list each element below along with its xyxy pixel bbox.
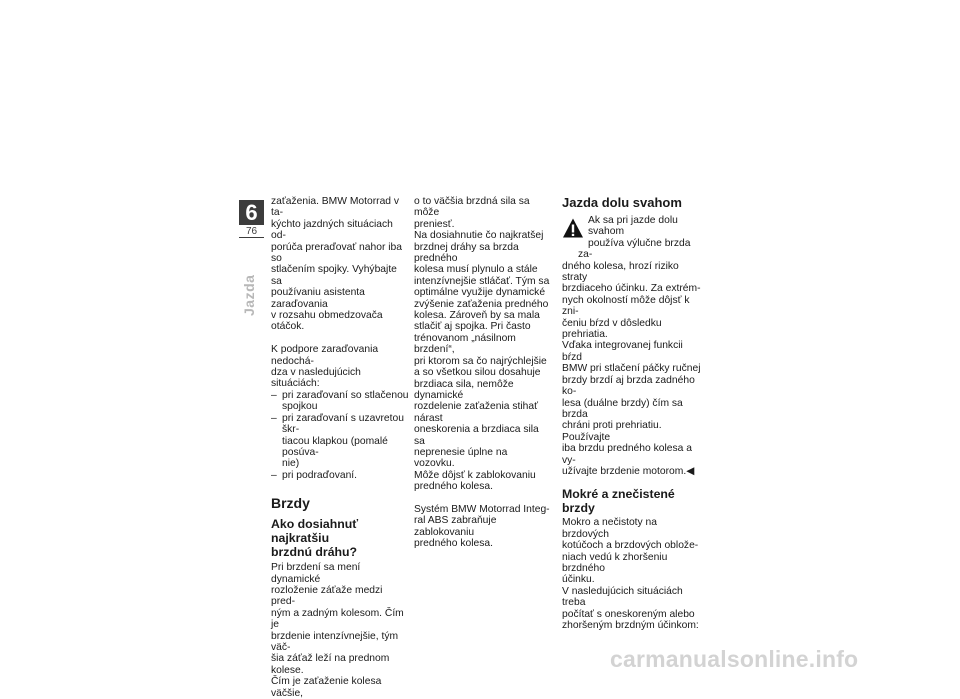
text-line: Môže dôjsť k zablokovaniu xyxy=(414,469,536,481)
text-line: brzdy brzdí aj brzda zadného ko- xyxy=(562,374,695,398)
text-line: v rozsahu obmedzovača otáčok. xyxy=(271,310,383,333)
text-line: oneskorenia a brzdiaca sila sa xyxy=(414,424,539,447)
text-line: brzdiaca sila, nemôže dynamické xyxy=(414,378,514,401)
text-line: Pri brzdení sa mení dynamické xyxy=(271,562,361,585)
text-line: pri zaraďovaní so stlačenou xyxy=(282,389,409,401)
text-line: zvýšenie zaťaženia predného xyxy=(414,298,549,310)
text-line: stlačiť aj spojka. Pri často xyxy=(414,321,531,333)
list-item xyxy=(271,413,409,470)
text-line: šia záťaž leží na prednom kolese. xyxy=(271,653,390,676)
footer-watermark: carmanualsonline.info xyxy=(610,646,859,672)
text-line: lesa (duálne brzdy) čím sa brzda xyxy=(562,397,683,420)
text-line: nych okolností môže dôjsť k zni- xyxy=(562,294,690,318)
list-item xyxy=(271,390,409,413)
text-line: Systém BMW Motorrad Integ- xyxy=(414,503,550,515)
text-line: kýchto jazdných situáciach od- xyxy=(271,218,393,242)
text-line: ral ABS zabraňuje zablokovaniu xyxy=(414,515,497,538)
text-line: rozloženie záťaže medzi pred- xyxy=(271,584,383,608)
text-line: BMW pri stlačení páčky ručnej xyxy=(562,363,701,375)
text-line: počítať s oneskoreným alebo xyxy=(562,608,695,620)
text-line: dza v nasledujúcich situáciách: xyxy=(271,367,361,390)
col2-para2 xyxy=(414,504,550,550)
text-line: účinku. xyxy=(562,574,595,586)
text-line: dného kolesa, hrozí riziko straty xyxy=(562,260,679,284)
warning-triangle-icon xyxy=(562,217,584,239)
text-line: čeniu bŕzd v dôsledku prehriatia. xyxy=(562,317,662,341)
text-line: neprenesie úplne na vozovku. xyxy=(414,446,508,470)
col1-para2 xyxy=(271,344,409,390)
text-line: Na dosiahnutie čo najkratšej xyxy=(414,230,544,242)
list-dash: – xyxy=(271,469,277,481)
text-line: Vďaka integrovanej funkcii bŕzd xyxy=(562,340,683,363)
text-line: zhoršeným brzdným účinkom: xyxy=(562,620,699,631)
heading-brakes: Brzdy xyxy=(271,495,310,512)
heading-downhill: Jazda dolu svahom xyxy=(562,195,682,210)
heading-shortest-braking-line: brzdnú dráhu? xyxy=(271,545,358,560)
heading-shortest-braking-line: Ako dosiahnuť najkratšiu xyxy=(271,517,359,546)
text-line: stlačením spojky. Vyhýbajte sa xyxy=(271,264,397,287)
text-line: Čím je zaťaženie kolesa väčšie, xyxy=(271,676,382,699)
text-line: kolesa musí plynulo a stále xyxy=(414,264,538,276)
text-line: chráni proti prehriatiu. Používajte xyxy=(562,420,662,443)
col3-wet-text xyxy=(562,517,702,631)
text-line: optimálne využije dynamické xyxy=(414,287,546,299)
text-line: porúča preraďovať nahor iba so xyxy=(271,241,402,265)
list-dash: – xyxy=(271,412,277,424)
text-line: používa výlučne brzda za- xyxy=(578,237,691,261)
chapter-number-tab: 6 xyxy=(239,200,264,225)
text-line: preniesť. xyxy=(414,218,455,230)
text-line: pri ktorom sa čo najrýchlejšie xyxy=(414,355,547,367)
text-line: nie) xyxy=(282,458,300,470)
text-line: iba brzdu predného kolesa a vy- xyxy=(562,443,692,466)
text-line: trénovanom „násilnom brzdení“, xyxy=(414,332,516,356)
text-line: a so všetkou silou dosahuje xyxy=(414,367,541,379)
column-2 xyxy=(414,196,550,550)
text-line: užívajte brzdenie motorom.◀ xyxy=(562,465,695,477)
text-line: pri podraďovaní. xyxy=(282,469,358,481)
warning-block xyxy=(562,215,702,477)
col1-brakes-text xyxy=(271,562,409,699)
text-line: o to väčšia brzdná sila sa môže xyxy=(414,196,530,219)
text-line: rozdelenie zaťaženia stihať nárast xyxy=(414,401,538,424)
text-line: intenzívnejšie stláčať. Tým sa xyxy=(414,275,550,287)
text-line: brzdiaceho účinku. Za extrém- xyxy=(562,283,701,295)
text-line: používaniu asistenta zaraďovania xyxy=(271,287,365,310)
text-line: zaťaženia. BMW Motorrad v ta- xyxy=(271,196,400,219)
heading-wet-brakes: Mokré a znečistené brzdy xyxy=(562,487,675,516)
text-line: tiacou klapkou (pomalé posúva- xyxy=(282,435,388,458)
text-line: kolesa. Zároveň by sa mala xyxy=(414,310,540,322)
column-3 xyxy=(562,196,702,631)
text-line: K podpore zaraďovania nedochá- xyxy=(271,344,379,367)
text-line: pri zaraďovaní s uzavretou škr- xyxy=(282,412,404,436)
page-number-divider xyxy=(239,237,264,238)
text-line: brzdnej dráhy sa brzda predného xyxy=(414,241,519,265)
text-line: V nasledujúcich situáciách treba xyxy=(562,585,683,609)
text-line: niach vedú k zhoršeniu brzdného xyxy=(562,551,668,574)
text-line: kotúčoch a brzdových oblože- xyxy=(562,540,699,552)
text-line: predného kolesa. xyxy=(414,481,494,493)
text-line: predného kolesa. xyxy=(414,538,494,550)
col2-para1 xyxy=(414,196,550,493)
text-line: brzdenie intenzívnejšie, tým väč- xyxy=(271,630,399,653)
col1-intro xyxy=(271,196,409,333)
text-line: spojkou xyxy=(282,401,318,413)
chapter-side-label: Jazda xyxy=(241,274,257,316)
text-line: ným a zadným kolesom. Čím je xyxy=(271,607,404,631)
column-1 xyxy=(271,196,409,699)
text-line: Mokro a nečistoty na brzdových xyxy=(562,517,658,540)
text-line: Ak sa pri jazde dolu svahom xyxy=(588,215,678,238)
list-dash: – xyxy=(271,389,277,401)
list-item xyxy=(271,470,409,481)
page-number: 76 xyxy=(245,226,258,237)
